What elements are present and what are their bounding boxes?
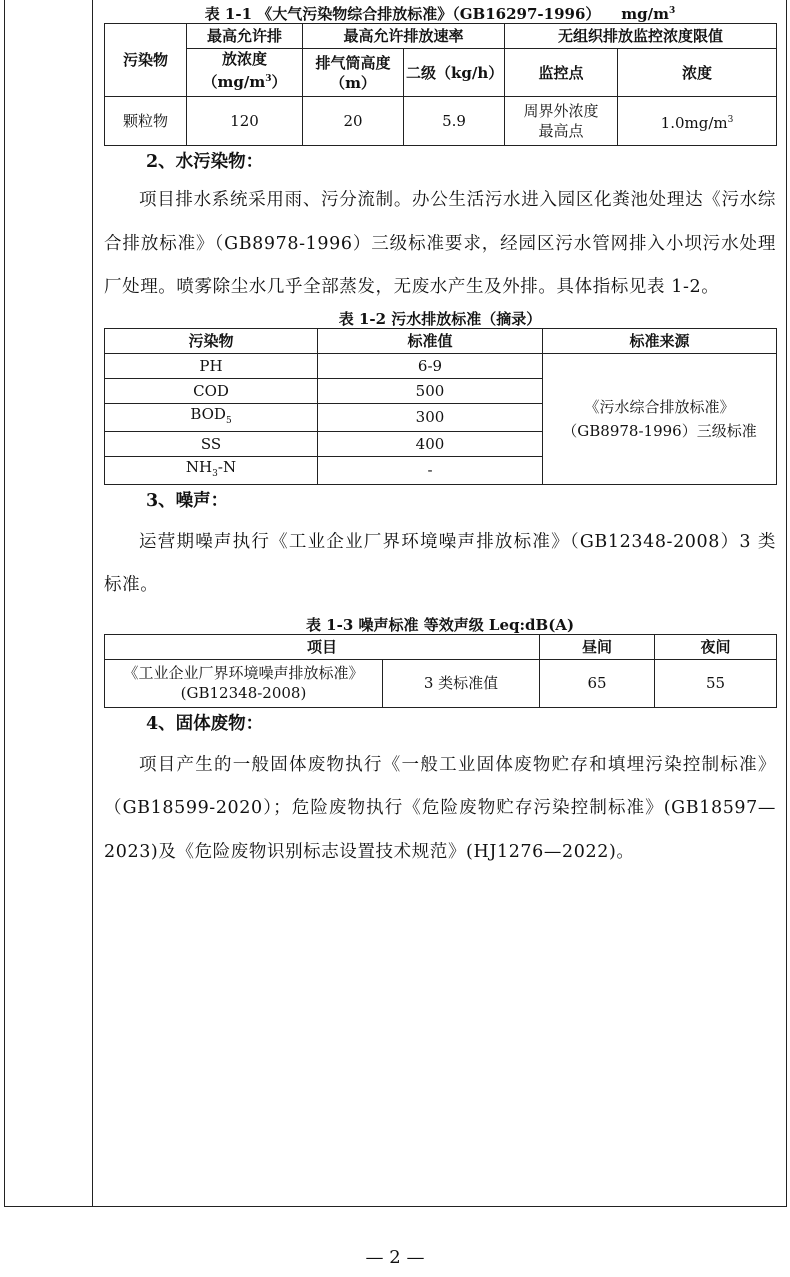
cell-monitor: 周界外浓度最高点 <box>505 97 618 146</box>
cell-name: COD <box>105 378 318 403</box>
header-concentration: 浓度 <box>618 49 777 97</box>
cell-name: SS <box>105 431 318 456</box>
cell-class: 3 类标准值 <box>383 659 540 707</box>
cell-standard: 《工业企业厂界环境噪声排放标准》(GB12348-2008) <box>105 659 383 707</box>
page-number: — 2 — <box>365 1247 425 1268</box>
section-2-paragraph: 项目排水系统采用雨、污分流制。办公生活污水进入园区化粪池处理达《污水综合排放标准》（GB8978-1996）三级标准要求，经园区污水管网排入小坝污水处理厂处理。喷雾除尘水几乎全部蒸发，无废水产生及外排。具体指标见表 1-2。 <box>104 190 776 297</box>
unit-text: （mg/m <box>202 73 266 91</box>
unit-close: ） <box>271 73 287 91</box>
cell-night: 55 <box>655 659 777 707</box>
caption-unit: mg/m <box>621 5 670 23</box>
cell-limit: $1.0mg/m^3$ <box>618 97 777 146</box>
header-standard-source: 标准来源 <box>543 328 777 353</box>
header-item: 项目 <box>105 634 540 659</box>
name-text: BOD <box>190 404 226 423</box>
document-content <box>104 0 776 874</box>
cell-value: 300 <box>318 403 543 431</box>
cell-rate: 5.9 <box>404 97 505 146</box>
left-column-divider <box>92 0 93 1207</box>
table-1-2 <box>104 328 777 485</box>
header-standard-value: 标准值 <box>318 328 543 353</box>
cell-name: PH <box>105 353 318 378</box>
cell-height: 20 <box>303 97 404 146</box>
cell-pollutant: 颗粒物 <box>105 97 187 146</box>
header-max-conc-cont <box>187 49 303 97</box>
header-unorganized: 无组织排放监控浓度限值 <box>505 24 777 49</box>
header-monitor-point: 监控点 <box>505 49 618 97</box>
header-max-conc-line2: 放浓度 <box>221 50 267 68</box>
limit-text: 1.0mg/m <box>660 113 728 132</box>
table-1-1 <box>104 23 777 146</box>
header-day: 昼间 <box>540 634 655 659</box>
cell-value: - <box>318 456 543 484</box>
header-night: 夜间 <box>655 634 777 659</box>
cell-name <box>105 403 318 431</box>
table-1-3 <box>104 634 777 708</box>
cell-value: 6-9 <box>318 353 543 378</box>
header-max-conc-unit: $(mg/m^3)$ <box>202 73 287 91</box>
table-row <box>105 659 777 707</box>
header-max-rate: 最高允许排放速率 <box>303 24 505 49</box>
cell-value: 400 <box>318 431 543 456</box>
table-1-3-caption: 表 1-3 噪声标准 等效声级 Leq:dB(A) <box>305 615 575 634</box>
section-3-paragraph: 运营期噪声执行《工业企业厂界环境噪声排放标准》（GB12348-2008）3 类标准。 <box>104 531 776 595</box>
header-level2: 二级（kg/h） <box>404 49 505 97</box>
table-1-1-caption: 表 1-1 《大气污染物综合排放标准》（GB16297-1996） $mg/m^3$ <box>204 5 676 23</box>
header-max-conc: 最高允许排 <box>187 24 303 49</box>
table-row <box>105 97 777 146</box>
section-2-heading: 2、水污染物： <box>146 152 264 172</box>
name-sub: 5 <box>225 415 232 426</box>
cell-name <box>105 456 318 484</box>
cell-day: 65 <box>540 659 655 707</box>
table-row <box>105 353 777 378</box>
section-4-paragraph: 项目产生的一般固体废物执行《一般工业固体废物贮存和填埋污染控制标准》（GB18599-2020）；危险废物执行《危险废物贮存污染控制标准》(GB18597—2023)及《危险废物识别标志设置技术规范》(HJ1276—2022)。 <box>104 754 776 862</box>
cell-value: 500 <box>318 378 543 403</box>
section-3-heading: 3、噪声： <box>146 490 229 511</box>
cell-conc: 120 <box>187 97 303 146</box>
table-1-2-caption: 表 1-2 污水排放标准（摘录） <box>338 309 542 328</box>
section-4-heading: 4、固体废物： <box>146 713 264 734</box>
header-pollutant: 污染物 <box>105 328 318 353</box>
name-text: NH <box>185 457 213 476</box>
caption-text: 表 1-1 《大气污染物综合排放标准》（GB16297-1996） <box>204 5 601 23</box>
name-tail: -N <box>217 457 237 476</box>
name-sub: 3 <box>212 468 218 479</box>
header-stack-height: 排气筒高度（m） <box>303 49 404 97</box>
cell-source: 《污水综合排放标准》（GB8978-1996）三级标准 <box>543 353 777 484</box>
header-pollutant: 污染物 <box>105 24 187 97</box>
